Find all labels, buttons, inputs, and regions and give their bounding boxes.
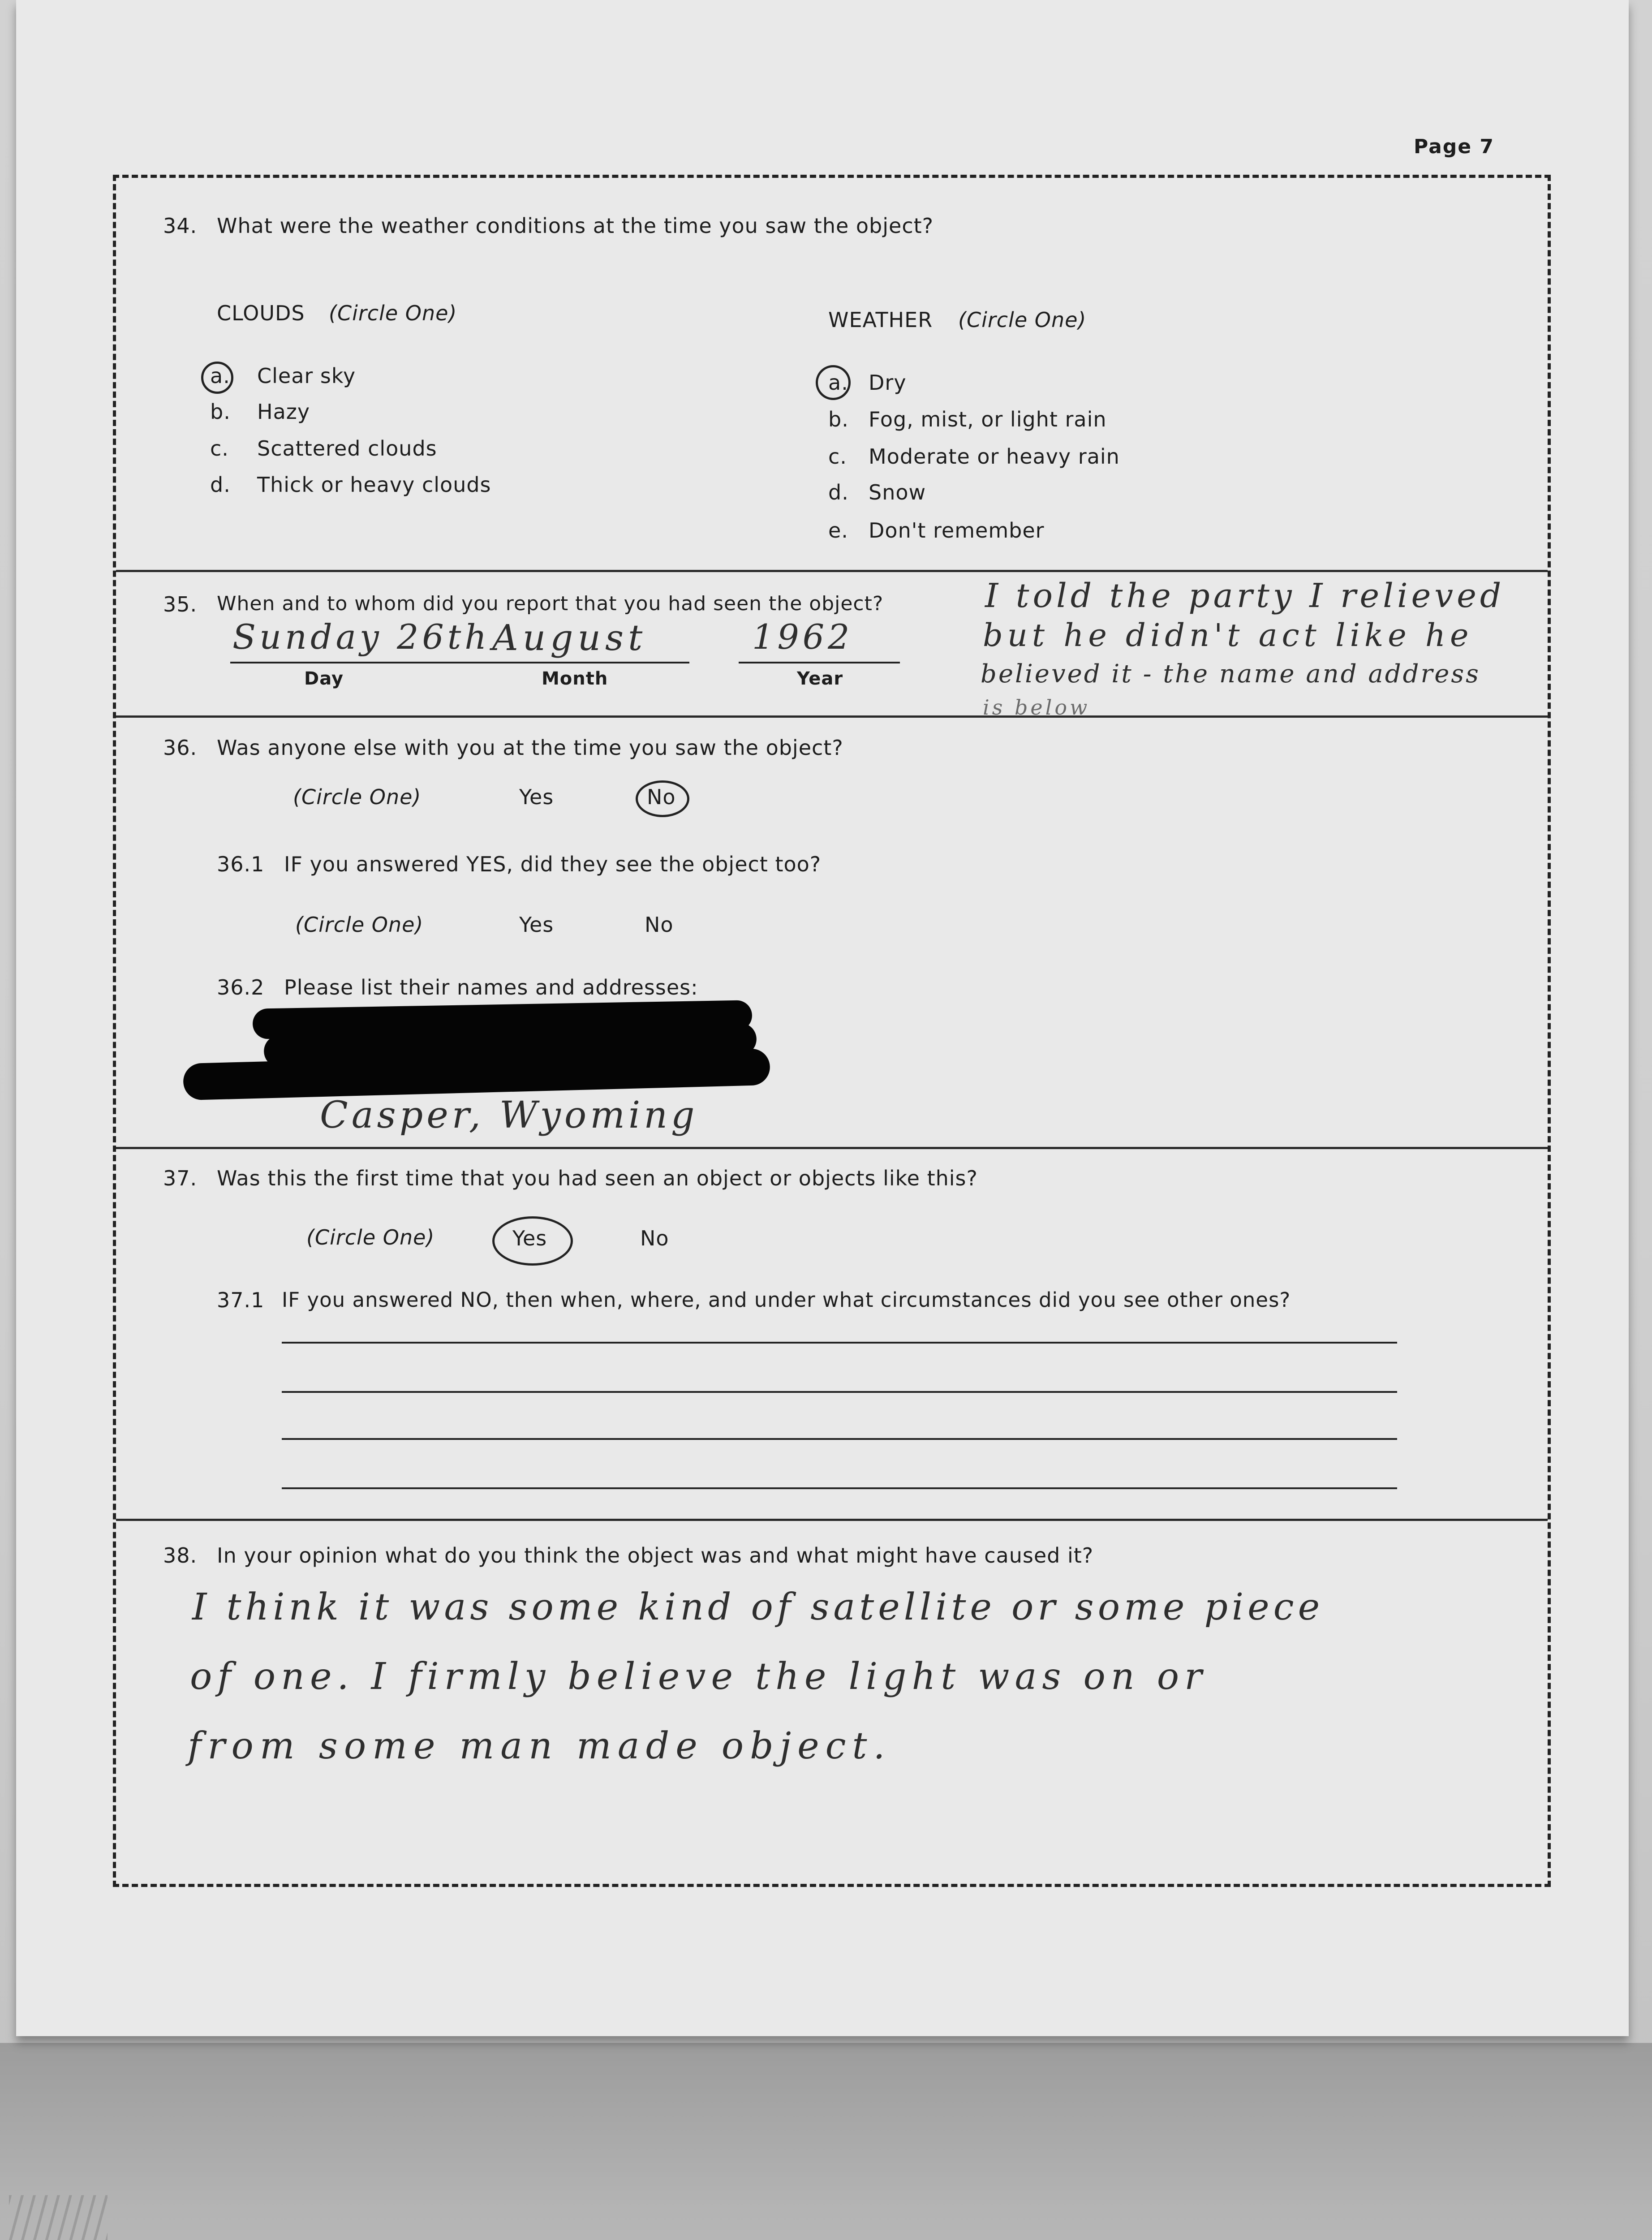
photo-background-bottom <box>0 2043 1652 2240</box>
clouds-letter-a: a. <box>210 364 230 388</box>
q36-1-yes-option[interactable]: Yes <box>519 913 554 937</box>
q38-number: 38. <box>163 1543 198 1568</box>
q38-answer-line-1: I think it was some kind of satellite or some piece <box>192 1586 1324 1628</box>
q38-answer-line-2: of one. I firmly believe the light was on or <box>190 1655 1208 1698</box>
section-q36 <box>116 718 1548 1149</box>
clouds-option-clear-sky[interactable]: Clear sky <box>257 364 356 388</box>
form-page <box>16 0 1629 2036</box>
weather-heading: WEATHER <box>828 308 933 332</box>
q35-day-label: Day <box>304 668 344 689</box>
q37-question: Was this the first time that you had seen an object or objects like this? <box>217 1166 978 1190</box>
q35-number: 35. <box>163 592 198 616</box>
q35-year-line <box>739 662 900 663</box>
weather-option-moderate[interactable]: Moderate or heavy rain <box>869 444 1120 469</box>
q36-1-hint: (Circle One) <box>295 913 424 937</box>
q35-note-line-2: but he didn't act like he <box>983 617 1473 654</box>
questionnaire-form <box>113 175 1551 1887</box>
q36-2-number: 36.2 <box>217 975 265 999</box>
section-q34 <box>116 178 1548 572</box>
q35-month-value: August <box>492 617 647 659</box>
weather-option-dont-remember[interactable]: Don't remember <box>869 518 1045 543</box>
section-q37 <box>116 1149 1548 1521</box>
weather-letter-d: d. <box>828 480 849 504</box>
q35-note-line-4: is below <box>983 695 1090 719</box>
q35-month-label: Month <box>542 668 608 689</box>
film-scratch-mark <box>9 2195 108 2240</box>
q36-1-no-option[interactable]: No <box>645 913 674 937</box>
q37-number: 37. <box>163 1166 198 1190</box>
clouds-option-thick[interactable]: Thick or heavy clouds <box>257 473 491 497</box>
q37-1-answer-line-1[interactable] <box>282 1342 1397 1344</box>
q38-question: In your opinion what do you think the object was and what might have caused it? <box>217 1543 1094 1568</box>
q36-2-handwritten-city: Casper, Wyoming <box>320 1094 698 1137</box>
clouds-option-scattered[interactable]: Scattered clouds <box>257 436 437 461</box>
q36-question: Was anyone else with you at the time you saw the object? <box>217 736 843 760</box>
clouds-heading: CLOUDS <box>217 301 305 325</box>
weather-option-dry[interactable]: Dry <box>869 370 907 395</box>
weather-letter-b: b. <box>828 407 849 431</box>
q36-number: 36. <box>163 736 198 760</box>
q37-no-option[interactable]: No <box>640 1226 669 1250</box>
clouds-letter-b: b. <box>210 400 231 424</box>
clouds-letter-c: c. <box>210 436 229 461</box>
weather-letter-a: a. <box>828 370 848 395</box>
q36-2-question: Please list their names and addresses: <box>284 975 698 999</box>
q37-yes-option[interactable]: Yes <box>512 1226 547 1250</box>
clouds-hint: (Circle One) <box>329 301 457 325</box>
q35-year-label: Year <box>797 668 843 689</box>
q37-1-number: 37.1 <box>217 1288 265 1312</box>
weather-option-fog[interactable]: Fog, mist, or light rain <box>869 407 1107 431</box>
section-q38 <box>116 1521 1548 1884</box>
q37-hint: (Circle One) <box>306 1225 435 1249</box>
clouds-option-hazy[interactable]: Hazy <box>257 400 310 424</box>
q38-answer-line-3: from some man made object. <box>188 1725 891 1767</box>
q36-yes-option[interactable]: Yes <box>519 785 554 809</box>
q36-no-option[interactable]: No <box>647 785 676 809</box>
q35-note-line-1: I told the party I relieved <box>985 577 1505 615</box>
q37-1-question: IF you answered NO, then when, where, and under what circumstances did you see other ones? <box>282 1288 1291 1312</box>
q37-1-answer-line-4[interactable] <box>282 1487 1397 1489</box>
weather-hint: (Circle One) <box>958 308 1087 332</box>
q35-day-line <box>230 662 490 663</box>
q35-year-value: 1962 <box>752 617 853 657</box>
q35-note-line-3: believed it - the name and address <box>981 659 1480 689</box>
q34-number: 34. <box>163 214 198 238</box>
q37-1-answer-line-3[interactable] <box>282 1438 1397 1440</box>
weather-letter-c: c. <box>828 444 847 469</box>
q36-1-question: IF you answered YES, did they see the object too? <box>284 852 822 876</box>
weather-letter-e: e. <box>828 518 848 543</box>
weather-option-snow[interactable]: Snow <box>869 480 926 504</box>
q35-day-value: Sunday 26th <box>232 617 490 657</box>
page-number: Page 7 <box>1414 135 1495 158</box>
q36-hint: (Circle One) <box>293 785 422 809</box>
clouds-letter-d: d. <box>210 473 231 497</box>
section-q35 <box>116 572 1548 718</box>
q34-question: What were the weather conditions at the time you saw the object? <box>217 214 934 238</box>
q37-1-answer-line-2[interactable] <box>282 1391 1397 1393</box>
q35-month-line <box>474 662 689 663</box>
q35-question: When and to whom did you report that you had seen the object? <box>217 592 884 615</box>
q36-1-number: 36.1 <box>217 852 265 876</box>
